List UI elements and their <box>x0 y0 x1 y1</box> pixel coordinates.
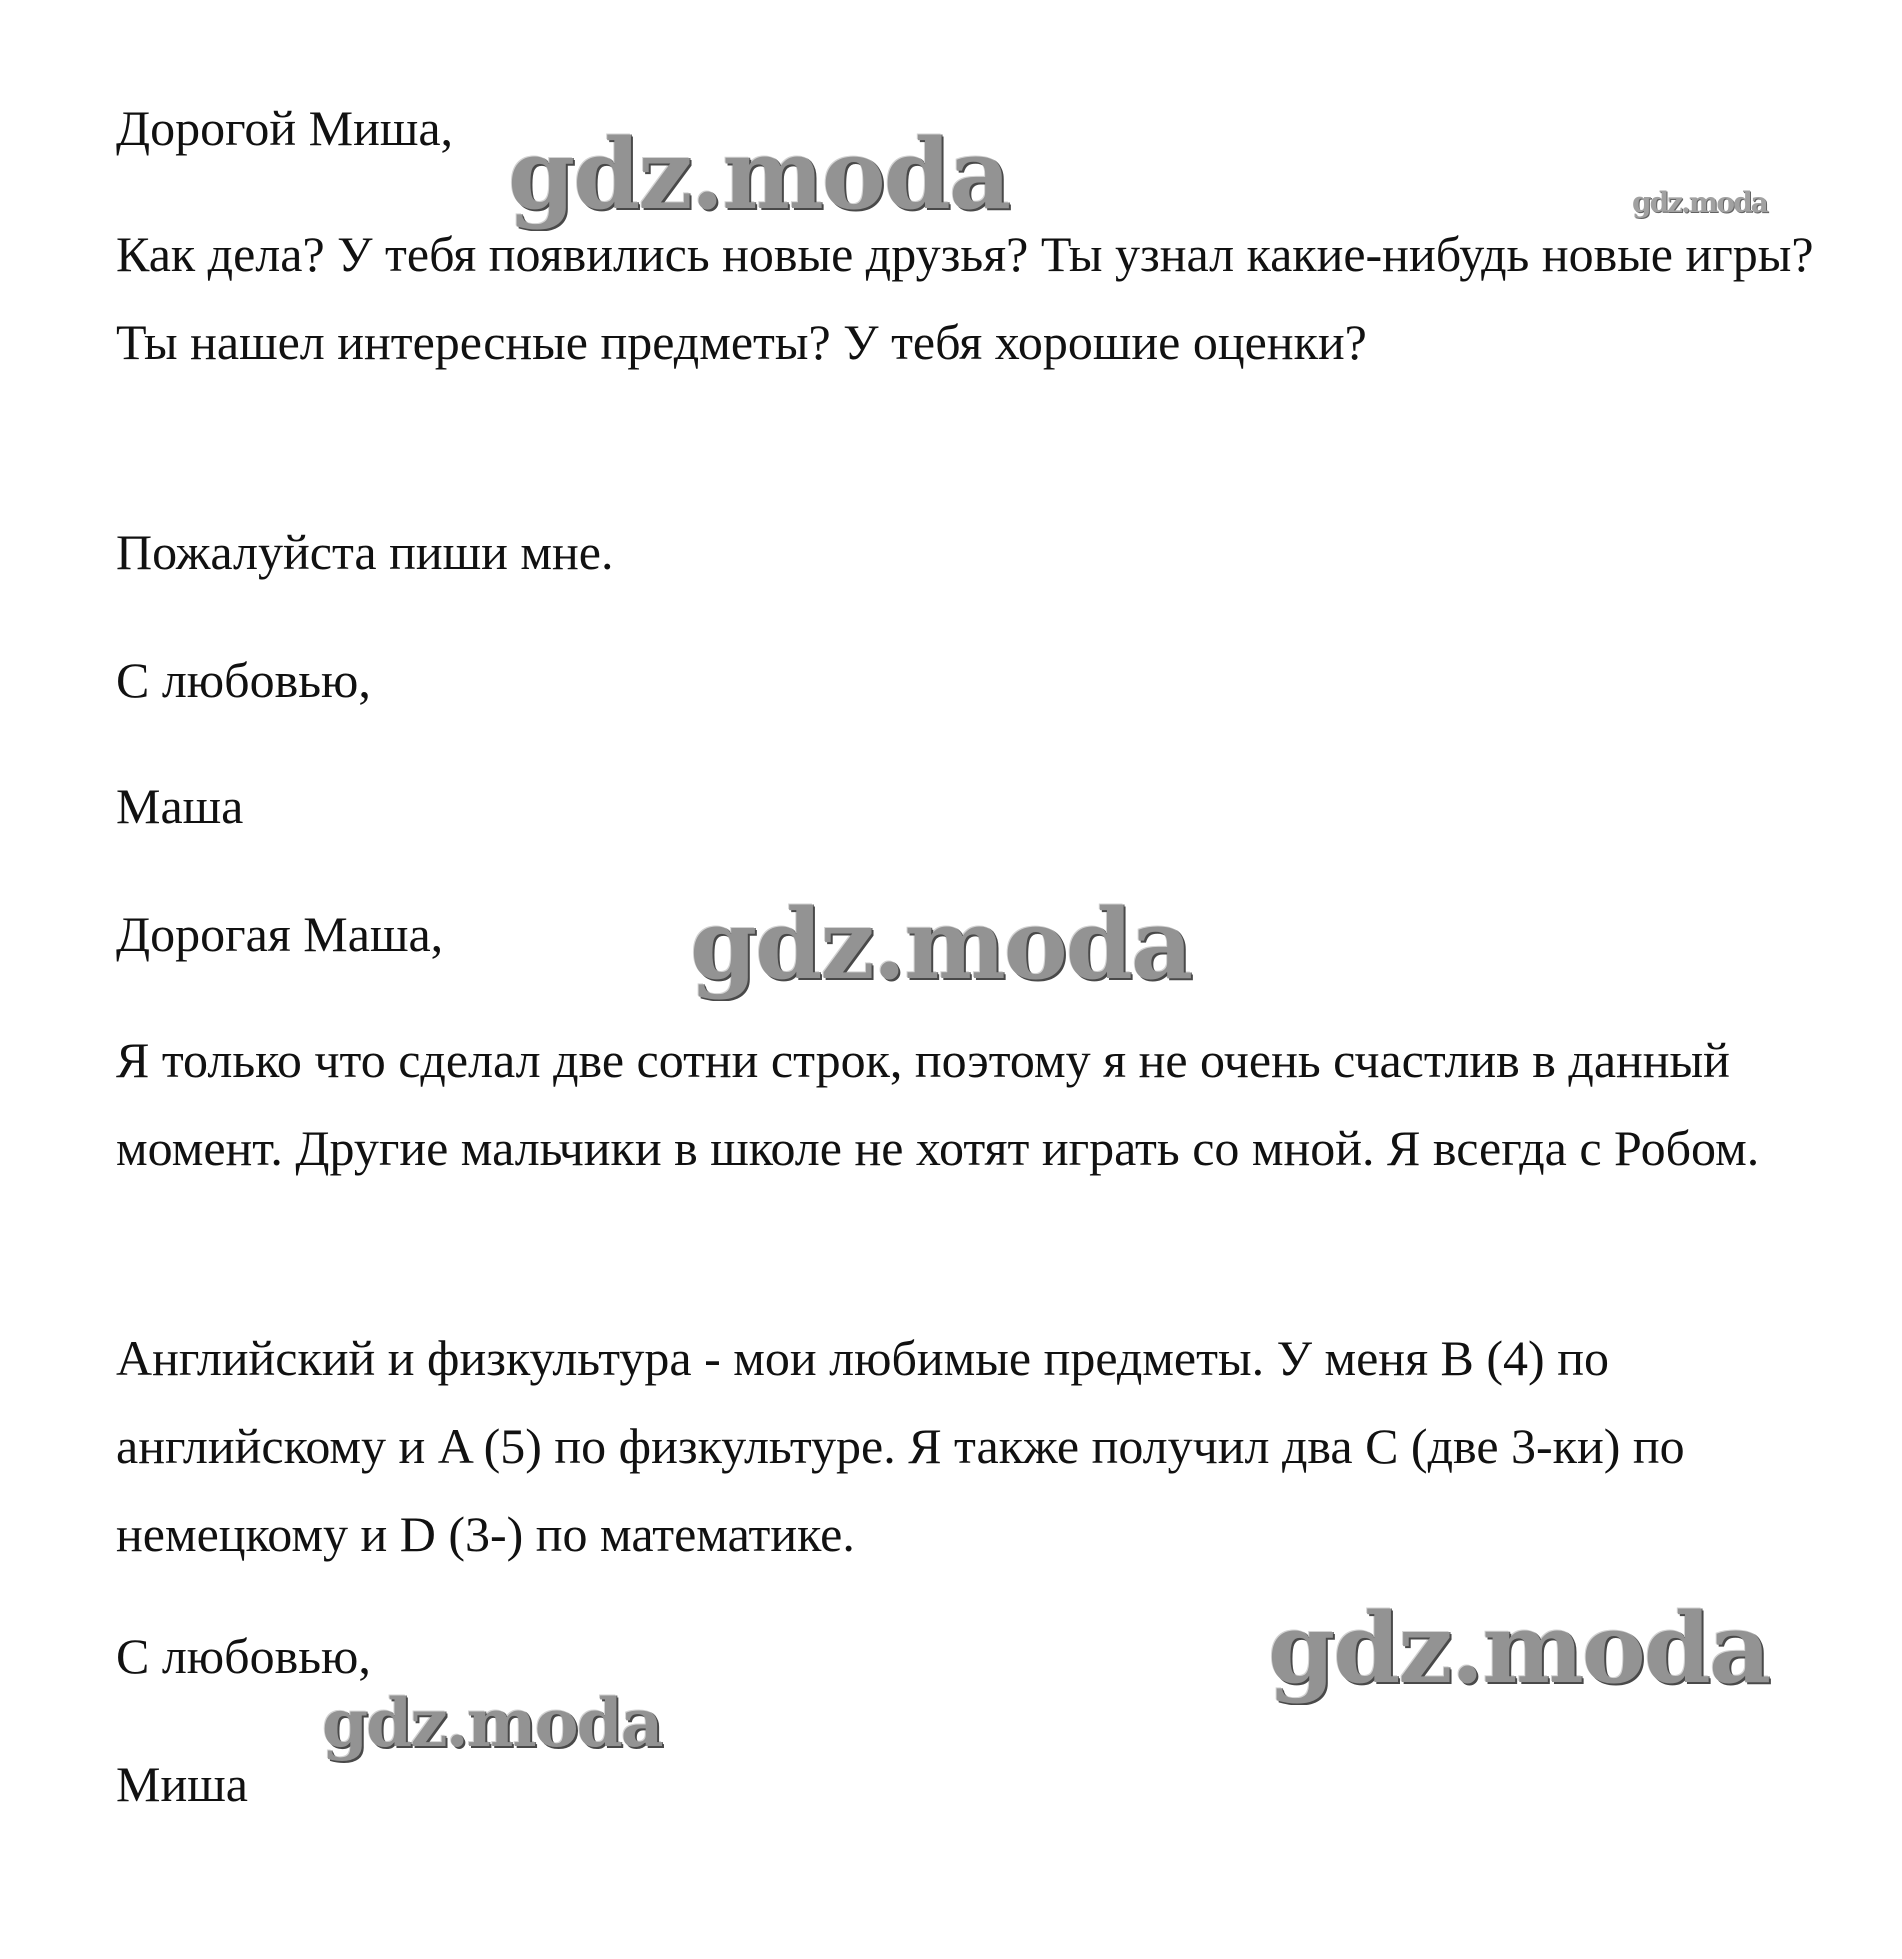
letter1-closing: С любовью, <box>116 652 371 708</box>
letter1-request: Пожалуйста пиши мне. <box>116 524 614 580</box>
letter2-paragraph-2: Английский и физкультура - мои любимые предметы. У меня B (4) по английскому и A (5) по физкультуре. Я также получил два C (две 3-ки) по немецкому и D (3-) по математике. <box>116 1330 1698 1562</box>
letter2-greeting: Дорогая Маша, <box>116 906 444 962</box>
watermark-logo: gdz.moda <box>322 1684 662 1762</box>
letter2-closing: С любовью, <box>116 1628 371 1684</box>
letter2-signature: Миша <box>116 1756 248 1812</box>
watermark-logo: gdz.moda <box>1632 186 1767 219</box>
letter1-body: Как дела? У тебя появились новые друзья? Ты узнал какие-нибудь новые игры? Ты нашел интересные предметы? У тебя хорошие оценки? <box>116 226 1827 370</box>
watermark-logo: gdz.moda <box>690 888 1192 1001</box>
watermark-logo: gdz.moda <box>508 118 1010 231</box>
letter1-signature: Маша <box>116 778 244 834</box>
watermark-logo: gdz.moda <box>1268 1592 1770 1705</box>
letter2-paragraph-1: Я только что сделал две сотни строк, поэтому я не очень счастлив в данный момент. Другие мальчики в школе не хотят играть со мной. Я всегда с Робом. <box>116 1032 1760 1176</box>
letter1-greeting: Дорогой Миша, <box>116 100 454 156</box>
